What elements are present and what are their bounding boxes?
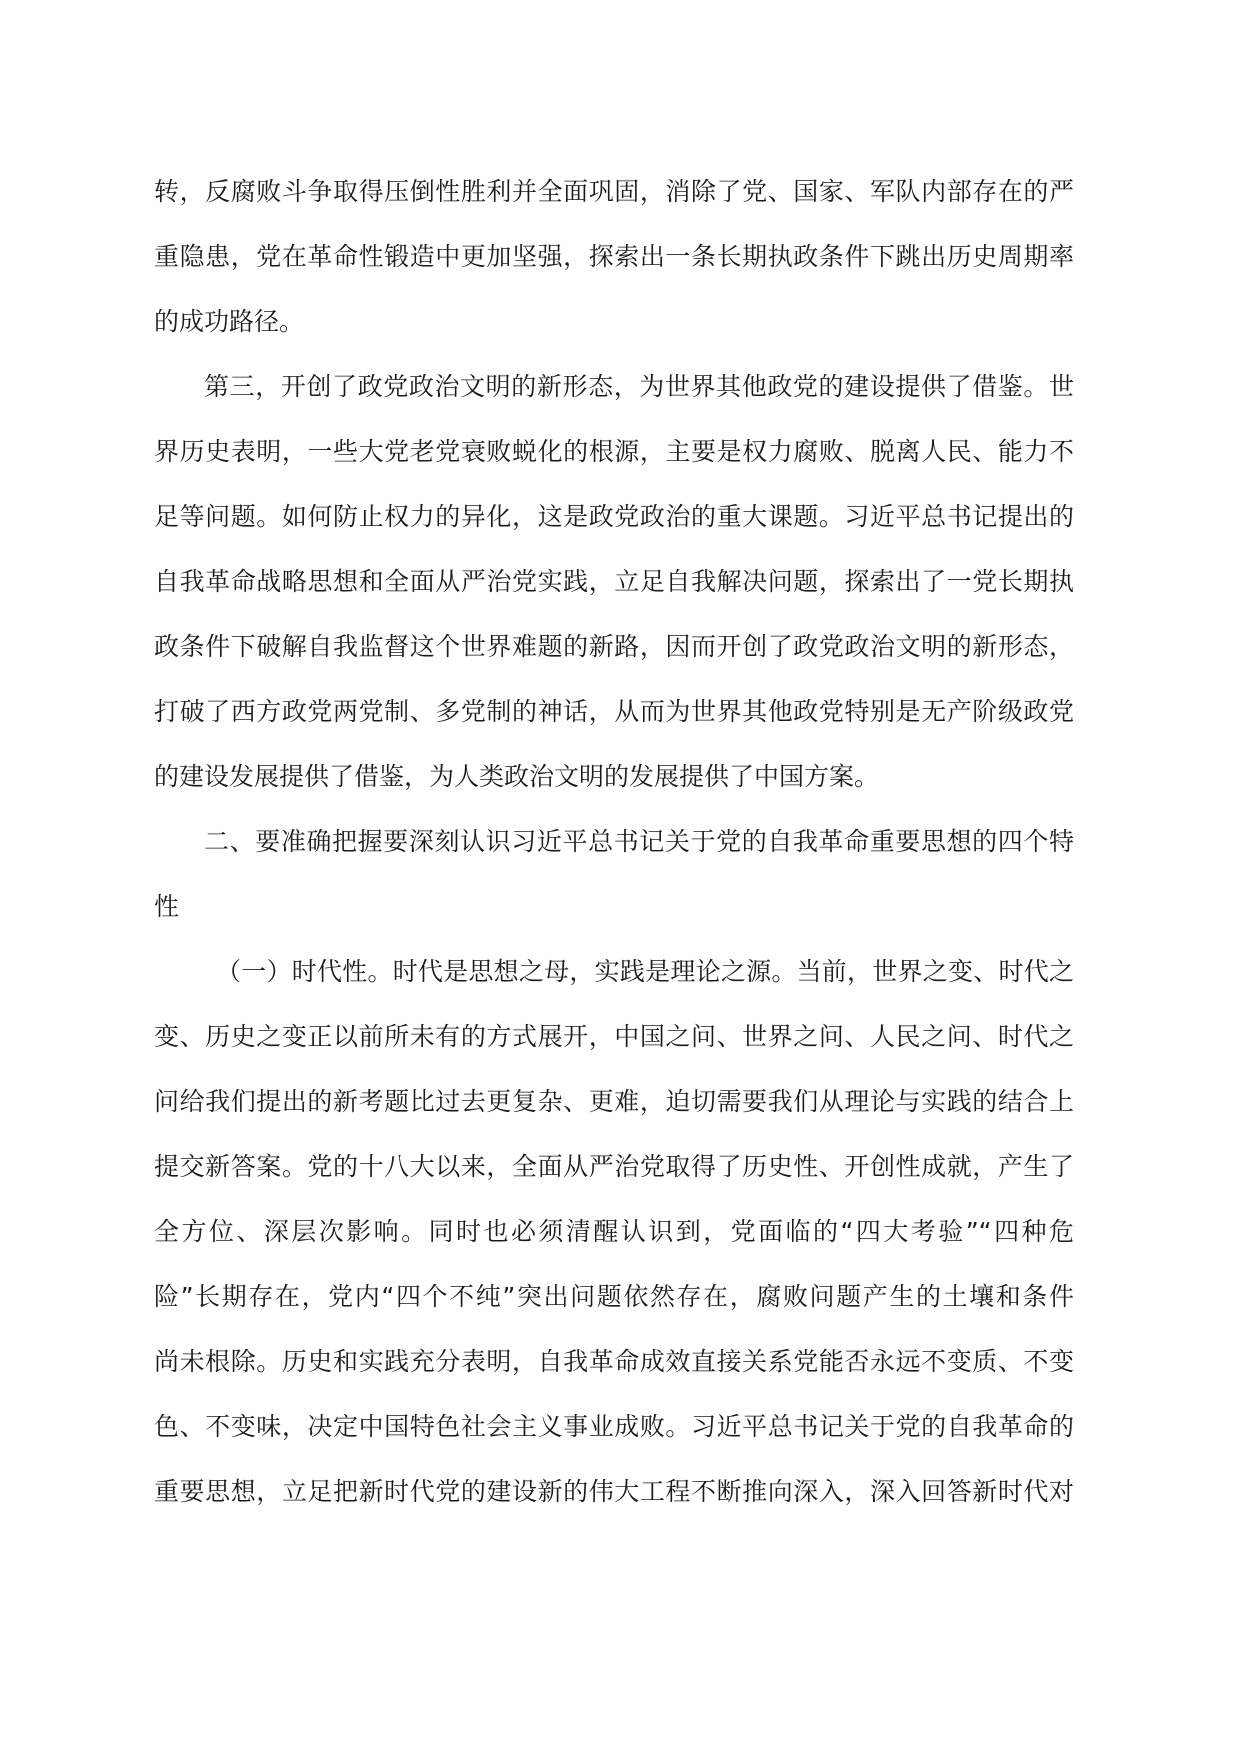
paragraph-4 bbox=[154, 939, 1074, 1524]
text-line: 转，反腐败斗争取得压倒性胜利并全面巩固，消除了党、国家、军队内部存在的严 bbox=[154, 177, 1074, 206]
text-line: （一）时代性。时代是思想之母，实践是理论之源。当前，世界之变、时代之 bbox=[216, 957, 1074, 986]
text-line: 性 bbox=[154, 892, 180, 921]
text-line: 政条件下破解自我监督这个世界难题的新路，因而开创了政党政治文明的新形态， bbox=[154, 632, 1074, 661]
text-line: 二、要准确把握要深刻认识习近平总书记关于党的自我革命重要思想的四个特 bbox=[204, 827, 1074, 856]
text-line: 尚未根除。历史和实践充分表明，自我革命成效直接关系党能否永远不变质、不变 bbox=[154, 1347, 1074, 1376]
text-line: 足等问题。如何防止权力的异化，这是政党政治的重大课题。习近平总书记提出的 bbox=[154, 502, 1074, 531]
text-line: 自我革命战略思想和全面从严治党实践，立足自我解决问题，探索出了一党长期执 bbox=[154, 567, 1074, 596]
text-line: 变、历史之变正以前所未有的方式展开，中国之问、世界之问、人民之问、时代之 bbox=[154, 1022, 1074, 1051]
text-line: 界历史表明，一些大党老党衰败蜕化的根源，主要是权力腐败、脱离人民、能力不 bbox=[154, 437, 1074, 466]
text-line: 提交新答案。党的十八大以来，全面从严治党取得了历史性、开创性成就，产生了 bbox=[154, 1152, 1074, 1181]
text-line: 险”长期存在，党内“四个不纯”突出问题依然存在，腐败问题产生的土壤和条件 bbox=[154, 1282, 1074, 1311]
document-page bbox=[154, 159, 1074, 1524]
text-line: 第三，开创了政党政治文明的新形态，为世界其他政党的建设提供了借鉴。世 bbox=[204, 372, 1074, 401]
text-line: 重要思想，立足把新时代党的建设新的伟大工程不断推向深入，深入回答新时代对 bbox=[154, 1477, 1074, 1506]
text-line: 打破了西方政党两党制、多党制的神话，从而为世界其他政党特别是无产阶级政党 bbox=[154, 697, 1074, 726]
paragraph-1 bbox=[154, 159, 1074, 354]
text-line: 全方位、深层次影响。同时也必须清醒认识到，党面临的“四大考验”“四种危 bbox=[154, 1217, 1074, 1246]
text-line: 重隐患，党在革命性锻造中更加坚强，探索出一条长期执政条件下跳出历史周期率 bbox=[154, 242, 1074, 271]
section-heading bbox=[154, 809, 1074, 939]
text-line: 的成功路径。 bbox=[154, 307, 305, 336]
paragraph-2 bbox=[154, 354, 1074, 809]
text-line: 问给我们提出的新考题比过去更复杂、更难，迫切需要我们从理论与实践的结合上 bbox=[154, 1087, 1074, 1116]
text-line: 色、不变味，决定中国特色社会主义事业成败。习近平总书记关于党的自我革命的 bbox=[154, 1412, 1074, 1441]
text-line: 的建设发展提供了借鉴，为人类政治文明的发展提供了中国方案。 bbox=[154, 762, 880, 791]
